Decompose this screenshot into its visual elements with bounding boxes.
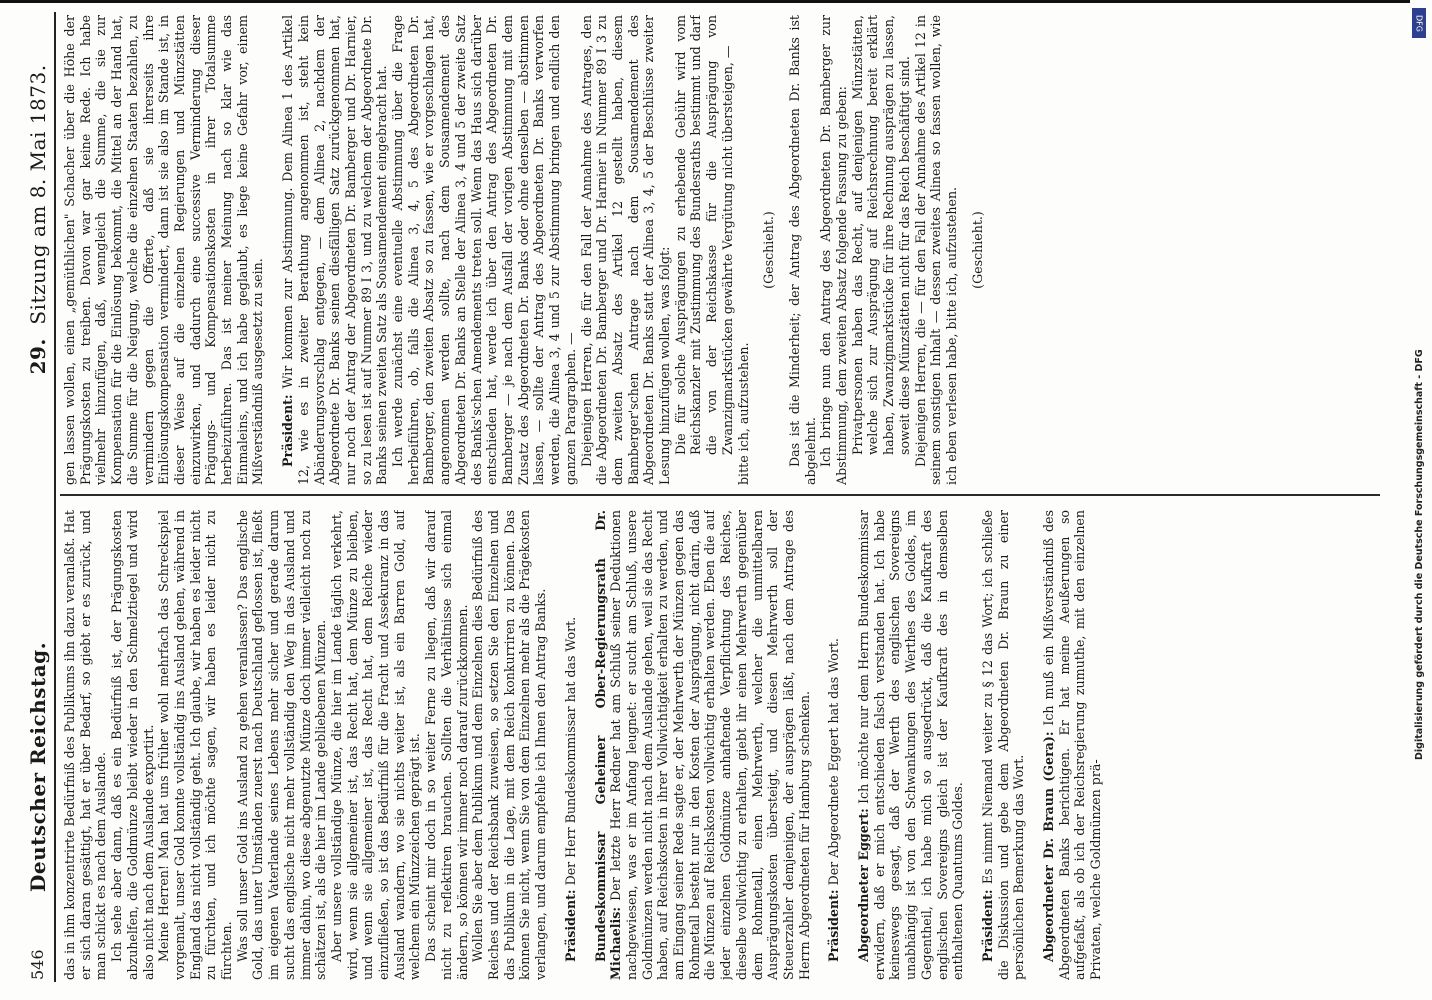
page-number: 546 bbox=[28, 949, 47, 980]
left-paragraph: Ich sehe aber dann, daß es ein Bedürfniß ist, der Prägungskosten abzuhelfen, die Goldmünze bleibt wieder in den Schmelztiegel und wird also nicht nach dem Auslande exportirt. bbox=[109, 510, 156, 980]
digitization-credit: Digitalisierung gefördert durch die Deutsche Forschungsgemeinschaft - DFG bbox=[1414, 349, 1425, 760]
header-rule bbox=[54, 12, 56, 982]
publication-title bbox=[26, 64, 50, 892]
applause-note: (Geschieht.) bbox=[969, 211, 985, 289]
speaker-label: Abgeordneter Dr. Braun (Gera): bbox=[1041, 731, 1057, 962]
quoted-amendment: Privatpersonen haben das Recht, auf denjenigen Münzstätten, welche sich zur Ausprägung auf Reichsrechnung bereit erklärt haben, Zwanzigmarkstücke für ihre Rechnung ausprägen zu lassen, soweit diese Münzstätten nicht für das Reich beschäftigt sind. bbox=[849, 15, 912, 455]
speaker-label: Präsident: bbox=[826, 889, 842, 962]
speech bbox=[826, 510, 842, 980]
quote-tail: bitte ich, aufzustehen. bbox=[735, 342, 751, 485]
left-paragraph: Was soll unser Gold ins Ausland zu gehen veranlassen? Das englische Gold, das unter Umständen zuerst nach Deutschland geflossen ist, fließt im eigenen Vaterlande seines Lebens mehr sicher und gerade darum sucht das englische nicht mehr vollständig den Weg in das Ausland und immer dahin, wo diese abgenutzte Münze doch immer vielleicht noch zu schätzen ist, als die hier im Lande gebliebenen Münzen. bbox=[234, 510, 329, 980]
speaker-label: Abgeordneter Eggert: bbox=[856, 808, 872, 962]
left-paragraph: das in ihm konzentrirte Bedürfniß des Publikums ihn dazu veranlaßt. Hat er sich daran gesättigt, hat er über Bedarf, so giebt er es zurück, und man schickt es nach dem Auslande. bbox=[62, 510, 109, 980]
left-paragraph: Aber unsere vollständige Münze, die hier im Lande täglich verkehrt, wird, wenn sie allgemeiner ist, das Recht hat, dem Münze zu bleiben, und wenn sie allgemeiner ist, das Recht hat, dem Reiche wieder einzufließen, so ist das Bedürfniß für die Fracht und Assekuranz in das Ausland wandern, wo sie nichts weiter ist, als ein Barren Gold, auf welchem ein Münzzeichen geprägt ist. bbox=[328, 510, 423, 980]
applause-note: (Geschieht.) bbox=[761, 211, 777, 289]
session-number: 29. bbox=[26, 338, 50, 375]
session-date: Sitzung am 8. Mai 1873. bbox=[26, 64, 50, 325]
right-paragraph: Ich bringe nun den Antrag des Abgeordneten Dr. Bamberger zur Abstimmung, dem zweiten Absatz folgende Fassung zu geben: bbox=[818, 15, 850, 485]
quoted-amendment: Die für solche Ausprägungen zu erhebende Gebühr wird vom Reichskanzler mit Zustimmung des Bundesraths bestimmt und darf die von der Reichskasse für die Ausprägung von Zwanzigmarkstücken gewährte Vergütung nicht übersteigen, — bbox=[672, 15, 735, 455]
speaker-label: Präsident: bbox=[280, 394, 296, 467]
speech-text: Der Abgeordnete Eggert hat das Wort. bbox=[826, 638, 842, 886]
dfg-logo: DFG bbox=[1412, 8, 1426, 38]
speech bbox=[856, 510, 966, 980]
speech-text: Ich muß ein Mißverständniß des Abgeordneten Banks berichtigen. Er hat meine Aeußerungen so aufgefaßt, als ob ich der Reichsregierung zumuthe, mit den einzelnen Privaten, welche Goldmünzen prä- bbox=[1041, 510, 1104, 980]
speech bbox=[563, 510, 579, 980]
speech bbox=[280, 15, 390, 485]
right-paragraph: Ich werde zunächst eine eventuelle Abstimmung über die Frage herbeiführen, ob, falls die Alinea 3, 4, 5 des Abgeordneten Dr. Bamberger, den zweiten Absatz so zu fassen, wie er vorgeschlagen hat, angenommen werden sollte, nach dem Sousamendement des Abgeordneten Dr. Banks an Stelle der Alinea 3, 4 und 5 der zweite Satz des Banks'schen Amendements treten soll. Wenn das Haus sich darüber entschieden hat, werde ich über den Antrag des Abgeordneten Dr. Bamberger — je nach dem Ausfall der vorigen Abstimmung mit dem Zusatz des Abgeordneten Dr. Banks oder ohne denselben — abstimmen lassen, — sollte der Antrag des Abgeordneten Dr. Banks verworfen werden, die Alinea 3, 4 und 5 zur Abstimmung bringen und endlich den ganzen Paragraphen. — bbox=[390, 15, 578, 485]
publication-name: Deutscher Reichstag. bbox=[26, 641, 50, 892]
speech bbox=[593, 510, 813, 980]
left-paragraph: Das scheint mir doch in so weiter Ferne zu liegen, daß wir darauf nicht zu reflektiren brauchen. Sollten die Verhältnisse sich einmal ändern, so können wir immer noch darauf zurückkommen. bbox=[423, 510, 470, 980]
right-column bbox=[62, 15, 1372, 485]
speaker-label: Präsident: bbox=[979, 889, 995, 962]
right-paragraph: Diejenigen Herren, die für den Fall der Annahme des Antrages, den die Abgeordneten Dr. Bamberger und Dr. Harnier in Nummer 89 I 3 zu dem zweiten Absatz des Artikel 12 gestellt haben, diesem Bamberger'schen Antrage nach dem Sousamendement des Abgeordneten Dr. Banks statt der Alinea 3, 4, 5 der Beschlüsse zweiter Lesung hinzufügen wollen, was folgt: bbox=[578, 15, 673, 485]
speech-text: Ich möchte nur dem Herrn Bundeskommissar erwidern, daß er mich entschieden falsch verstanden hat. Ich habe keineswegs gesagt, daß der Werth des englischen Sovereigns unabhängig ist von den Schwankungen des Werthes des Goldes, im Gegentheil, ich habe mich so ausgedrückt, daß die Kaufkraft des englischen Sovereigns gleich ist der Kaufkraft des in demselben enthaltenen Quantums Goldes. bbox=[856, 510, 966, 980]
right-paragraph: gen lassen wollen, einen „gemüthlichen" Schacher über die Höhe der Prägungskosten zu treiben. Davon war gar keine Rede. Ich habe vielmehr hinzufügen, daß, wenngleich die Summe, die sie zur Kompensation für die Einlösung bekommt, die Mittel an der Hand hat, die Summe für die Neigung, welche die einzelnen Staaten bezahlen, zu vermindern gegen die Offerte, daß sie ihrerseits ihre Einlösungskompensation vermindert, dann ist sie also im Stande ist, in dieser Weise auf die einzelnen Regierungen und Münzstätten einzuwirken, und dadurch eine successive Verminderung dieser Prägungs- und Kompensationskosten in ihrer Totalsumme herbeizuführen. Das ist meiner Meinung nach so klar wie das Einmaleins, und ich habe geglaubt, es liege keine Gefahr vor, einem Mißverständniß ausgesetzt zu sein. bbox=[62, 15, 266, 485]
right-paragraph: Das ist die Minderheit; der Antrag des Abgeordneten Dr. Banks ist abgelehnt. bbox=[786, 15, 818, 485]
left-paragraph: Meine Herren! Man hat uns früher wohl mehrfach das Schreckspiel vorgemalt, unser Gold konnte vollständig ins Ausland gehen, während in England das nicht vollständig geht. Ich glaube, wir haben es leider nicht zu fürchten, und ich möchte sagen, wir haben es leider nicht zu fürchten. bbox=[156, 510, 235, 980]
speech bbox=[980, 510, 1027, 980]
rotated-page bbox=[20, 2, 1390, 992]
speech bbox=[1041, 510, 1104, 980]
right-paragraph: Diejenigen Herren, die — für den Fall der Annahme des Artikel 12 in seinem sonstigen Inhalt — dessen zweites Alinea so fassen wollen, wie ich eben verlesen habe, bitte ich, aufzustehen. bbox=[912, 15, 959, 485]
speech-text: Wir kommen zur Abstimmung. Dem Alinea 1 des Artikel 12, wie es in zweiter Berathung angenommen ist, steht kein Abänderungsvorschlag entgegen, — dem Alinea 2, nachdem der Abgeordnete Dr. Banks seinen diesfälligen Satz zurückgenommen hat, nur noch der Antrag der Abgeordneten Dr. Bamberger und Dr. Harnier, so zu lesen ist auf Nummer 89 I 3, und zu welchem der Abgeordnete Dr. Banks seinen zweiten Satz als Sousamendement eingebracht hat. bbox=[280, 15, 390, 485]
left-column bbox=[62, 510, 1372, 980]
column-divider bbox=[60, 494, 1380, 496]
speaker-label: Präsident: bbox=[562, 889, 578, 962]
speech-text: Der letzte Herr Redner hat am Schluß seiner Deduktionen nachgewiesen, was er im Anfang leugnet: er sucht am Schluß, unsere Goldmünzen werden nicht nach dem Auslande gehen, weil sie das Recht haben, auf Reichskosten in ihrer Vollwichtigkeit erhalten zu werden, und am Eingang seiner Rede sagte er, der Mehrwerth der Münzen gegen das Rohmetall besteht nur in den Kosten der Ausprägung, nicht darin, daß die Münzen auf Reichskosten vollwichtig erhalten werden. Eben die auf jeder einzelnen Goldmünze anhaftende Verpflichtung des Reiches, dieselbe vollwichtig zu erhalten, giebt ihr einen Mehrwerth gegenüber dem Rohmetall, einen Mehrwerth, welcher die unmittelbaren Ausprägungskosten übersteigt, und diesen Mehrwerth soll der Steuerzahler demjenigen, der ausprägen läßt, nach dem Antrage des Herrn Abgeordneten für Hamburg schenken. bbox=[608, 510, 812, 980]
speaker-label: Bundeskommissar Geheimer Ober-Regierungsrath Dr. Michaelis: bbox=[592, 510, 624, 980]
left-paragraph: Wollen Sie aber dem Publikum und dem Einzelnen dies Bedürfniß des Reiches und der Reichsbank zuweisen, so setzen Sie den Einzelnen und das Publikum in die Lage, mit dem Reich konkurriren zu können. Das können Sie nicht, wenn Sie von dem Einzelnen mehr als die Prägekosten verlangen, und darum empfehle ich Ihnen den Antrag Banks. bbox=[470, 510, 549, 980]
speech-text: Der Herr Bundeskommissar hat das Wort. bbox=[562, 616, 578, 886]
speech-text: Es nimmt Niemand weiter zu § 12 das Wort; ich schließe die Diskussion und gebe dem Abgeordneten Dr. Braun zu einer persönlichen Bemerkung das Wort. bbox=[979, 510, 1027, 980]
